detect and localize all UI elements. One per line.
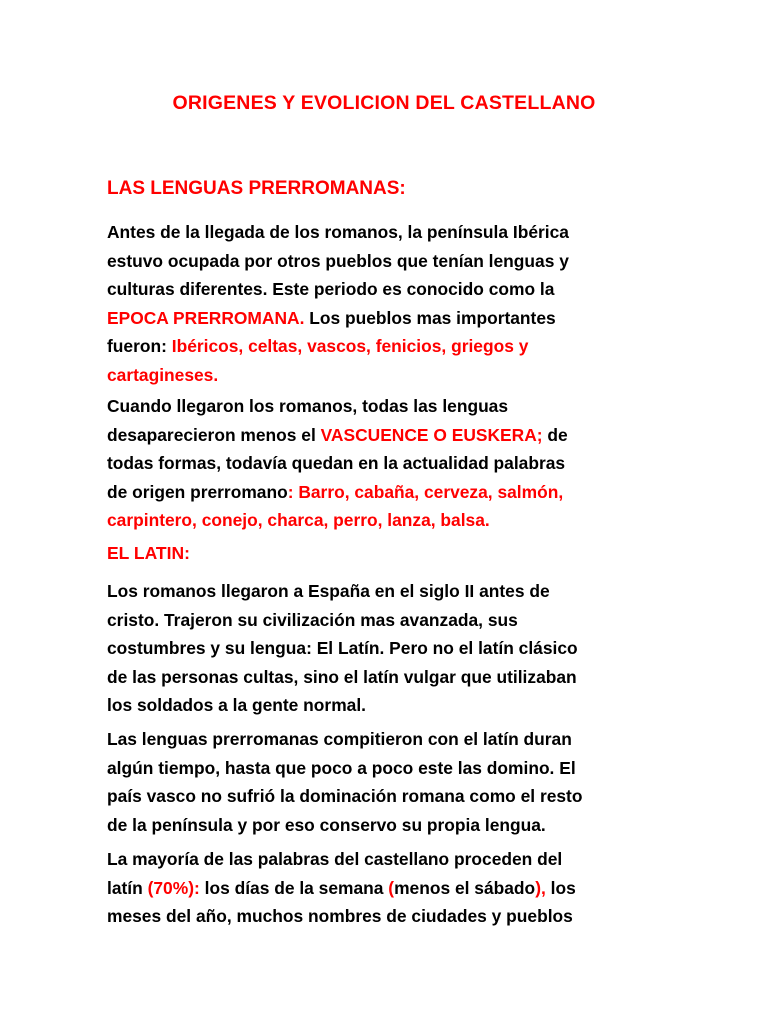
text-segment: menos el sábado bbox=[394, 877, 536, 898]
highlight-paren-close: ), bbox=[535, 877, 546, 898]
paragraph-line bbox=[107, 332, 667, 361]
paragraph-line: culturas diferentes. Este periodo es conocido como la bbox=[107, 279, 555, 299]
paragraph-line: Cuando llegaron los romanos, todas las lenguas bbox=[107, 396, 509, 416]
section-heading-lenguas-prerromanas: LAS LENGUAS PRERROMANAS: bbox=[107, 178, 406, 199]
paragraph-line bbox=[107, 421, 667, 450]
paragraph-line: costumbres y su lengua: El Latín. Pero no el latín clásico bbox=[107, 638, 578, 658]
paragraph-line: todas formas, todavía quedan en la actualidad palabras bbox=[107, 453, 566, 473]
paragraph-line: los soldados a la gente normal. bbox=[107, 695, 366, 715]
paragraph-latin-origen bbox=[107, 577, 667, 720]
highlight-pueblos: Ibéricos, celtas, vascos, fenicios, griegos y bbox=[171, 336, 529, 356]
highlight-epoca-prerromana: EPOCA PRERROMANA. bbox=[107, 307, 305, 328]
paragraph-vascuence bbox=[107, 392, 667, 535]
paragraph-line: algún tiempo, hasta que poco a poco este las domino. El bbox=[107, 757, 576, 778]
paragraph-line bbox=[107, 874, 667, 903]
paragraph-palabras-latin bbox=[107, 845, 667, 931]
text-segment: desaparecieron menos el bbox=[107, 424, 321, 445]
text-segment: los bbox=[545, 877, 576, 898]
text-segment: los días de la semana bbox=[199, 877, 389, 898]
highlight-palabras-prerromanas: : Barro, cabaña, cerveza, salmón, bbox=[287, 481, 564, 502]
paragraph-prerromana bbox=[107, 218, 667, 389]
highlight-vascuence: VASCUENCE O EUSKERA; bbox=[320, 424, 543, 445]
paragraph-line: Los romanos llegaron a España en el siglo II antes de bbox=[107, 581, 550, 601]
paragraph-line: Las lenguas prerromanas compitieron con el latín duran bbox=[107, 729, 572, 749]
paragraph-line: estuvo ocupada por otros pueblos que tenían lenguas y bbox=[107, 250, 569, 271]
highlight-percentage: (70%): bbox=[147, 877, 200, 898]
section-heading-el-latin: EL LATIN: bbox=[107, 543, 190, 563]
text-segment: de origen prerromano bbox=[107, 481, 288, 502]
paragraph-line: país vasco no sufrió la dominación romana como el resto bbox=[107, 786, 583, 806]
paragraph-line: meses del año, muchos nombres de ciudades y pueblos bbox=[107, 906, 573, 926]
text-segment: latín bbox=[107, 877, 148, 898]
paragraph-lenguas-compitieron bbox=[107, 725, 667, 839]
paragraph-line bbox=[107, 304, 667, 333]
paragraph-line bbox=[107, 478, 667, 507]
paragraph-line: Antes de la llegada de los romanos, la península Ibérica bbox=[107, 222, 569, 242]
text-segment: de bbox=[542, 424, 568, 445]
highlight-paren-open: ( bbox=[388, 877, 395, 898]
text-segment: fueron: bbox=[107, 336, 172, 356]
highlight-pueblos-continued: cartagineses. bbox=[107, 364, 219, 385]
paragraph-line: La mayoría de las palabras del castellano proceden del bbox=[107, 849, 563, 869]
document-title: ORIGENES Y EVOLICION DEL CASTELLANO bbox=[172, 92, 596, 114]
paragraph-line: cristo. Trajeron su civilización mas avanzada, sus bbox=[107, 609, 518, 630]
highlight-palabras-continued: carpintero, conejo, charca, perro, lanza, balsa. bbox=[107, 510, 490, 530]
paragraph-line: de las personas cultas, sino el latín vulgar que utilizaban bbox=[107, 666, 577, 687]
paragraph-line: de la península y por eso conservo su propia lengua. bbox=[107, 814, 546, 835]
text-segment: Los pueblos mas importantes bbox=[304, 307, 556, 328]
